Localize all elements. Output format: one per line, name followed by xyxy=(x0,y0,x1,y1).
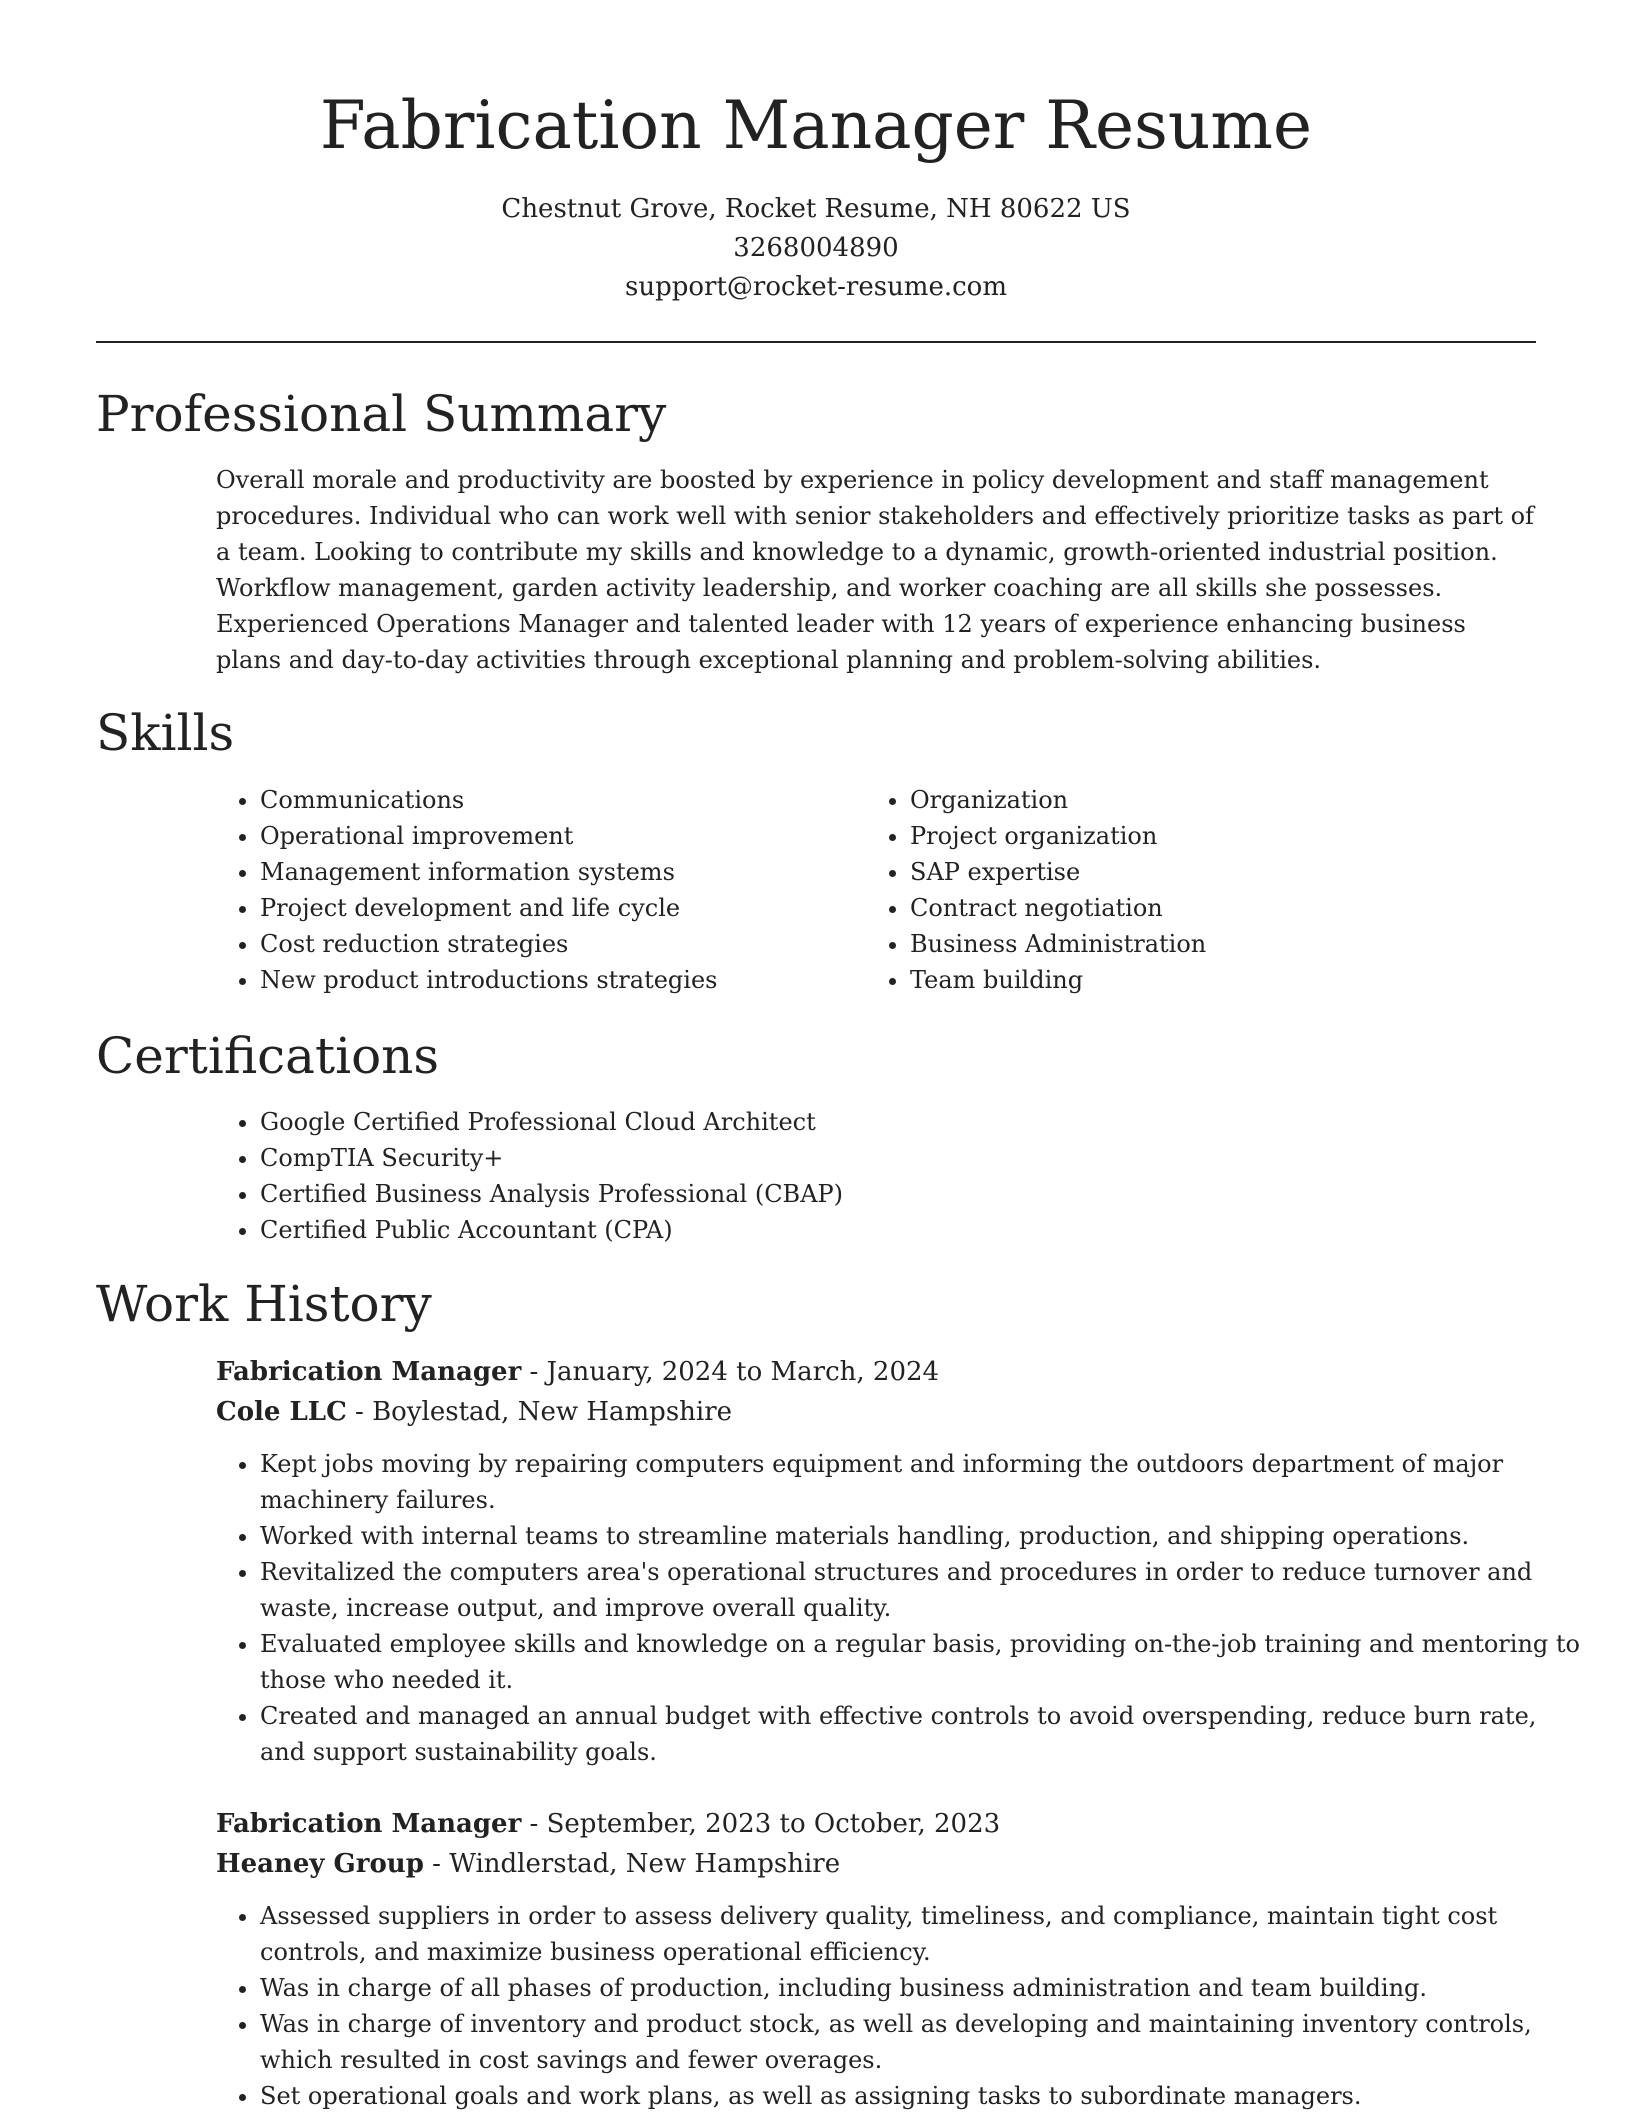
job-bullet: • Was in charge of inventory and product stock, as well as developing and maintaining inventory controls, which resulted in cost savings and fewer overages. xyxy=(260,2006,1580,2078)
job-company-line xyxy=(216,1392,732,1432)
skill-item: • Communications xyxy=(260,782,860,818)
job-bullet: • Assessed suppliers in order to assess delivery quality, timeliness, and compliance, maintain tight cost controls, and maximize business operational efficiency. xyxy=(260,1898,1580,1970)
job-bullets xyxy=(216,1898,1580,2114)
skill-item: • Contract negotiation xyxy=(910,890,1510,926)
summary-text: Overall morale and productivity are boosted by experience in policy development and staff management procedures. Individual who can work well with senior stakeholders and effectively prioritize tasks as part of a team. Looking to contribute my skills and knowledge to a dynamic, growth-oriented industrial position. Workflow management, garden activity leadership, and worker coaching are all skills she possesses. Experienced Operations Manager and talented leader with 12 years of experience enhancing business plans and day-to-day activities through exceptional planning and problem-solving abilities. xyxy=(216,466,1534,674)
skill-item: • Operational improvement xyxy=(260,818,860,854)
skill-item: • SAP expertise xyxy=(910,854,1510,890)
job-company: Cole LLC xyxy=(216,1397,347,1427)
skill-item: • Business Administration xyxy=(910,926,1510,962)
skill-item: • Team building xyxy=(910,962,1510,998)
job-bullet: • Revitalized the computers area's operational structures and procedures in order to reduce turnover and waste, increase output, and improve overall quality. xyxy=(260,1554,1580,1626)
certification-item: • Certified Public Accountant (CPA) xyxy=(260,1212,1560,1248)
skill-item: • Cost reduction strategies xyxy=(260,926,860,962)
certifications-list xyxy=(216,1104,1560,1248)
certification-item: • Google Certified Professional Cloud Architect xyxy=(260,1104,1560,1140)
resume-title: Fabrication Manager Resume xyxy=(319,87,1313,164)
contact-email: support@rocket-resume.com xyxy=(624,272,1007,302)
job-bullet: • Set operational goals and work plans, as well as assigning tasks to subordinate managers. xyxy=(260,2078,1580,2114)
skill-item: • Project development and life cycle xyxy=(260,890,860,926)
skill-item: • Project organization xyxy=(910,818,1510,854)
contact-block xyxy=(0,190,1632,307)
job-location: - Windlerstad, New Hampshire xyxy=(423,1849,841,1879)
contact-phone: 3268004890 xyxy=(733,233,899,263)
job-dates: - January, 2024 to March, 2024 xyxy=(521,1357,940,1387)
skills-list-left xyxy=(216,782,860,998)
job-bullet: • Was in charge of all phases of production, including business administration and team building. xyxy=(260,1970,1580,2006)
work-history-heading: Work History xyxy=(96,1275,432,1333)
skill-item: • Management information systems xyxy=(260,854,860,890)
job-bullet: • Kept jobs moving by repairing computers equipment and informing the outdoors department of major machinery failures. xyxy=(260,1446,1580,1518)
job-title: Fabrication Manager xyxy=(216,1809,522,1839)
job-bullet: • Created and managed an annual budget with effective controls to avoid overspending, reduce burn rate, and support sustainability goals. xyxy=(260,1698,1580,1770)
skill-item: • New product introductions strategies xyxy=(260,962,860,998)
job-title: Fabrication Manager xyxy=(216,1357,522,1387)
job-dates: - September, 2023 to October, 2023 xyxy=(521,1809,1001,1839)
job-bullets xyxy=(216,1446,1580,1770)
contact-address: Chestnut Grove, Rocket Resume, NH 80622 US xyxy=(501,194,1131,224)
certification-item: • Certified Business Analysis Professional (CBAP) xyxy=(260,1176,1560,1212)
summary-heading: Professional Summary xyxy=(96,385,667,443)
job-location: - Boylestad, New Hampshire xyxy=(346,1397,733,1427)
job-company: Heaney Group xyxy=(216,1849,424,1879)
job-title-line xyxy=(216,1352,939,1392)
skill-item: • Organization xyxy=(910,782,1510,818)
certifications-heading: Certifications xyxy=(96,1027,440,1085)
header-divider xyxy=(96,341,1536,343)
job-company-line xyxy=(216,1844,840,1884)
job-bullet: • Worked with internal teams to streamline materials handling, production, and shipping operations. xyxy=(260,1518,1580,1554)
certification-item: • CompTIA Security+ xyxy=(260,1140,1560,1176)
skills-list-right xyxy=(866,782,1510,998)
job-title-line xyxy=(216,1804,1000,1844)
skills-heading: Skills xyxy=(96,704,235,762)
job-bullet: • Evaluated employee skills and knowledge on a regular basis, providing on-the-job training and mentoring to those who needed it. xyxy=(260,1626,1580,1698)
